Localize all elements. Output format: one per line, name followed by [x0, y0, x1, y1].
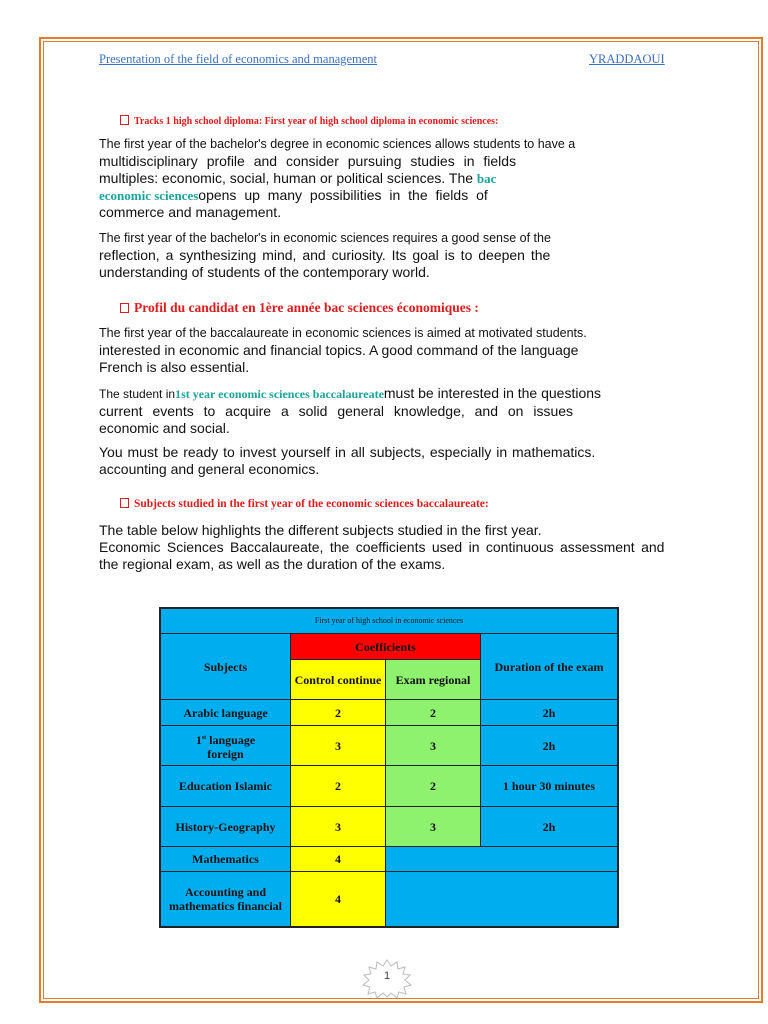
section-heading-profile: Profil du candidat en 1ère année bac sciences économiques : — [120, 300, 479, 316]
table-row — [160, 766, 618, 807]
row-control: 2 — [291, 766, 386, 807]
row-exam: 2 — [386, 766, 481, 807]
row-subject: Education Islamic — [160, 766, 291, 807]
paragraph-table-intro: The table below highlights the different subjects studied in the first year. Economic Sciences Baccalaureate, the coefficients used in continuous assessment and the regional exam, as well as the duration of the exams. — [99, 522, 665, 572]
paragraph-audience: The first year of the baccalaureate in economic sciences is aimed at motivated students. interested in economic and financial topics. A good command of the language French is also essential. — [99, 326, 587, 375]
row-control: 2 — [291, 700, 386, 726]
row-subject: Mathematics — [160, 847, 291, 872]
header-title: Presentation of the field of economics and management — [99, 52, 378, 66]
row-empty — [386, 872, 619, 927]
row-subject: Accounting and mathematics financial — [160, 872, 291, 927]
row-subject: 1st language foreign — [160, 726, 291, 766]
row-duration: 1 hour 30 minutes — [481, 766, 619, 807]
checkbox-bullet-icon — [120, 303, 129, 313]
row-exam: 3 — [386, 726, 481, 766]
checkbox-bullet-icon — [120, 115, 129, 125]
row-duration: 2h — [481, 700, 619, 726]
table-row — [160, 700, 618, 726]
checkbox-bullet-icon — [120, 498, 129, 508]
row-subject: Arabic language — [160, 700, 291, 726]
page-number: 1 — [356, 958, 418, 998]
subjects-table — [159, 607, 619, 928]
paragraph-intro: The first year of the bachelor's degree in economic sciences allows students to have a multidisciplinary profile and consider pursuing studies in fields multiples: economic, social, human or political sciences. The bac economic sciencesopens up many possibilities in the fields of commerce and management. — [99, 137, 576, 220]
row-exam: 2 — [386, 700, 481, 726]
paragraph-requirements: The first year of the bachelor's in economic sciences requires a good sense of the reflection, a synthesizing mind, and curiosity. Its goal is to deepen the understanding of students of the contemporary world. — [99, 231, 551, 280]
table-row — [160, 872, 618, 927]
header-duration: Duration of the exam — [481, 634, 619, 700]
header-subjects: Subjects — [160, 634, 291, 700]
table-row — [160, 847, 618, 872]
row-control: 3 — [291, 726, 386, 766]
row-duration: 2h — [481, 726, 619, 766]
row-empty — [386, 847, 619, 872]
section-heading-tracks: Tracks 1 high school diploma: First year of high school diploma in economic sciences: — [120, 115, 498, 127]
header-author: YRADDAOUI — [589, 52, 665, 66]
row-exam: 3 — [386, 807, 481, 847]
header-coefficients: Coefficients — [291, 634, 481, 660]
table-row — [160, 807, 618, 847]
section-heading-subjects: Subjects studied in the first year of the economic sciences baccalaureate: — [120, 498, 489, 510]
row-control: 4 — [291, 847, 386, 872]
row-duration: 2h — [481, 807, 619, 847]
table-title: First year of high school in economic sciences — [160, 608, 618, 634]
row-control: 4 — [291, 872, 386, 927]
header-control: Control continue — [291, 660, 386, 700]
paragraph-student: The student in1st year economic sciences baccalaureatemust be interested in the questions current events to acquire a solid general knowledge, and on issues economic and social. — [99, 385, 602, 436]
row-control: 3 — [291, 807, 386, 847]
table-row — [160, 726, 618, 766]
header-exam: Exam regional — [386, 660, 481, 700]
row-subject: History-Geography — [160, 807, 291, 847]
paragraph-invest: You must be ready to invest yourself in all subjects, especially in mathematics. accounting and general economics. — [99, 444, 596, 477]
